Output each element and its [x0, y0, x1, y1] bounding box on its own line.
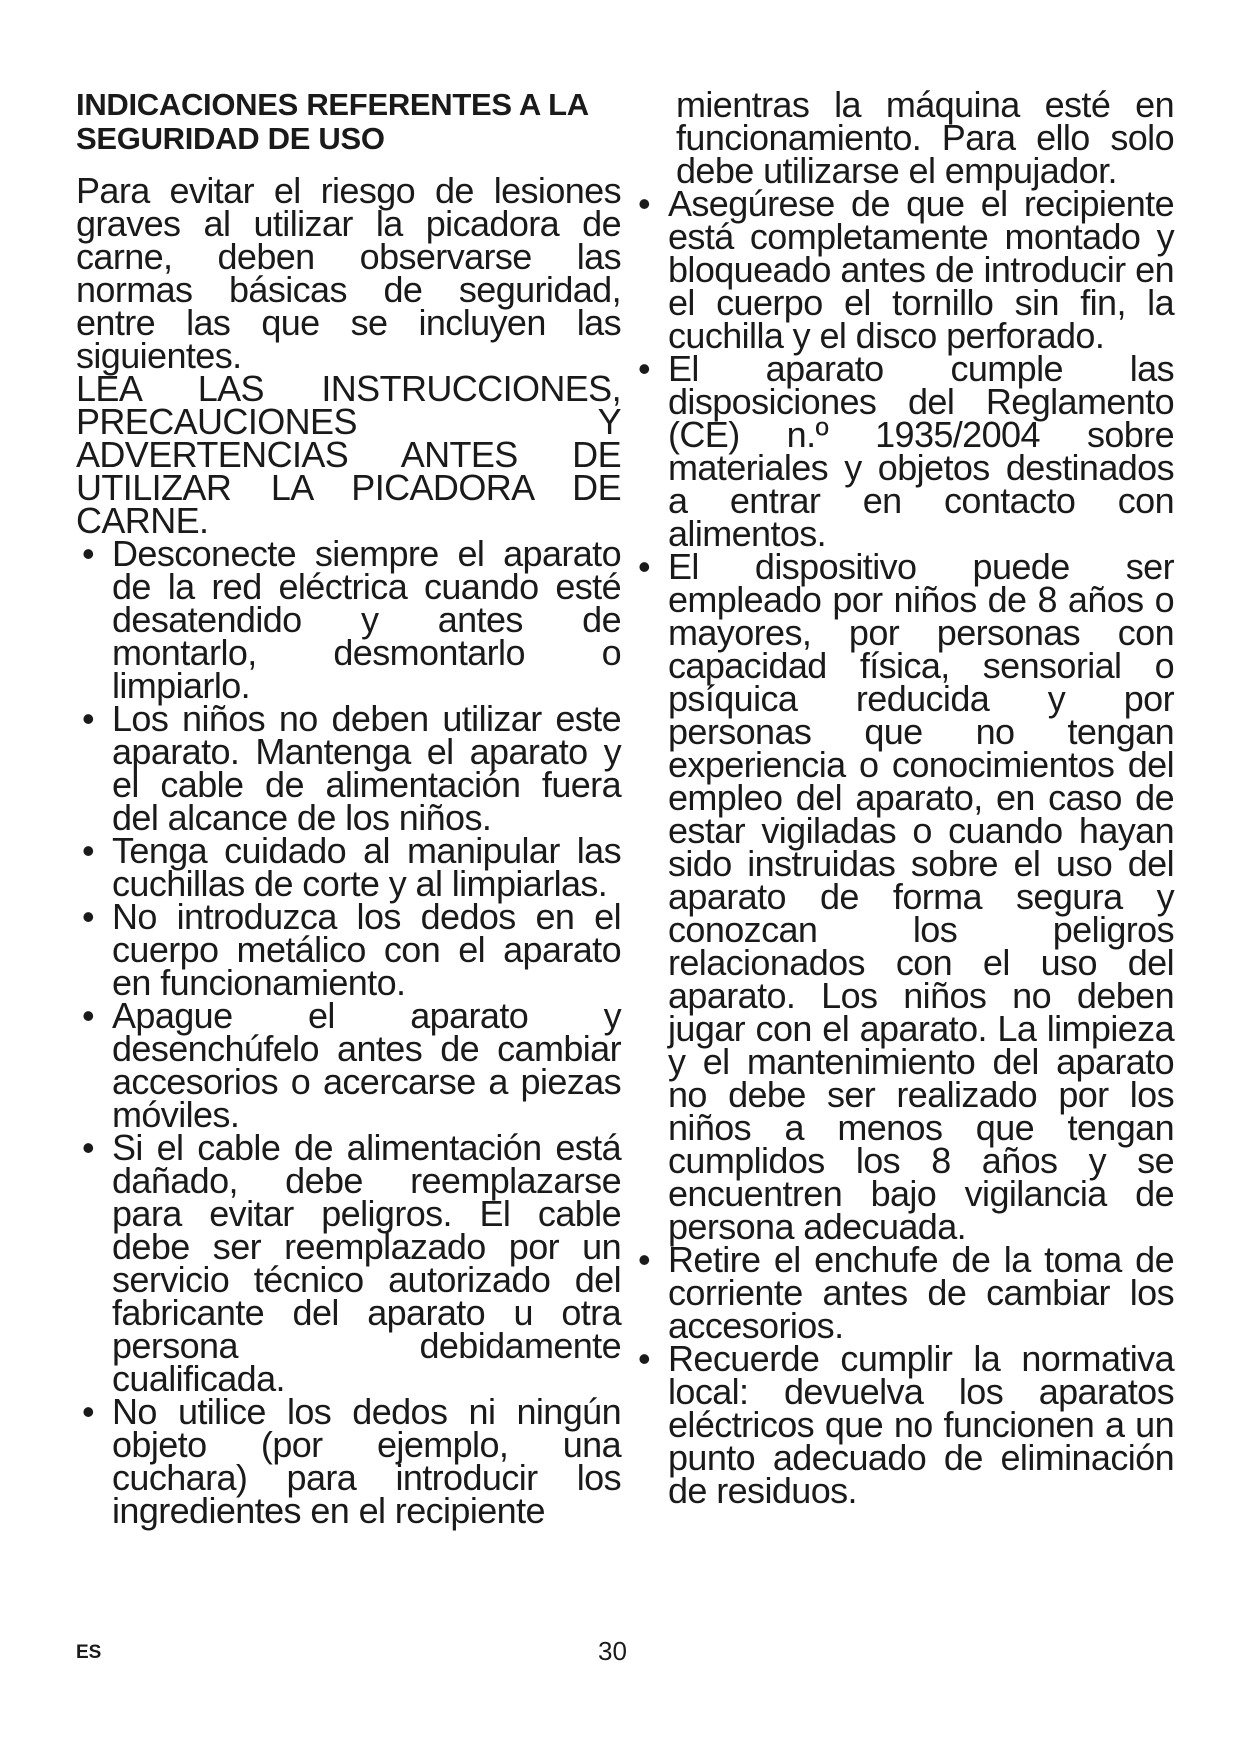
bullet-icon: •	[637, 1338, 650, 1379]
list-item	[637, 348, 1174, 554]
bullet-icon: •	[637, 546, 650, 587]
continued-paragraph: mientras la máquina esté en funcionamiento. Para ello solo debe utilizarse el empujador.	[676, 84, 1174, 191]
list-item	[76, 698, 621, 838]
list-item	[637, 1239, 1174, 1346]
bullet-icon: •	[81, 830, 94, 871]
bullet-icon: •	[81, 698, 94, 739]
section-heading: INDICACIONES REFERENTES A LA SEGURIDAD DE USO	[76, 87, 588, 156]
list-item	[76, 1391, 621, 1531]
intro-paragraph: Para evitar el riesgo de lesiones graves al utilizar la picadora de carne, deben observarse las normas básicas de seguridad, entre las que se incluyen las siguientes.	[76, 170, 621, 376]
bullet-icon: •	[81, 995, 94, 1036]
bullet-icon: •	[637, 1239, 650, 1280]
list-item	[76, 1127, 621, 1399]
left-bullet-list	[76, 533, 621, 1531]
list-item-text: Recuerde cumplir la normativa local: devuelva los aparatos eléctricos que no funcionen a un punto adecuado de eliminación de residuos.	[668, 1338, 1174, 1511]
bullet-icon: •	[81, 896, 94, 937]
bullet-icon: •	[81, 1391, 94, 1432]
left-column	[76, 87, 621, 1531]
list-item	[637, 546, 1174, 1247]
list-item-text: No introduzca los dedos en el cuerpo metálico con el aparato en funcionamiento.	[112, 896, 621, 1003]
list-item	[637, 183, 1174, 356]
right-bullet-list	[637, 183, 1174, 1511]
list-item-text: No utilice los dedos ni ningún objeto (por ejemplo, una cuchara) para introducir los ingredientes en el recipiente	[112, 1391, 621, 1531]
list-item	[76, 830, 621, 904]
bullet-icon: •	[637, 348, 650, 389]
list-item-text: Desconecte siempre el aparato de la red eléctrica cuando esté desatendido y antes de montarlo, desmontarlo o limpiarlo.	[112, 533, 621, 706]
bullet-icon: •	[81, 533, 94, 574]
bullet-icon: •	[637, 183, 650, 224]
list-item-text: Retire el enchufe de la toma de corriente antes de cambiar los accesorios.	[668, 1239, 1174, 1346]
right-column	[637, 84, 1174, 1511]
list-item	[76, 533, 621, 706]
list-item-text: Asegúrese de que el recipiente está completamente montado y bloqueado antes de introducir en el cuerpo el tornillo sin fin, la cuchilla y el disco perforado.	[668, 183, 1174, 356]
language-label: ES	[76, 1642, 102, 1663]
page-number: 30	[598, 1636, 627, 1666]
list-item-text: El dispositivo puede ser empleado por niños de 8 años o mayores, por personas con capacidad física, sensorial o psíquica reducida y por personas que no tengan experiencia o conocimientos del empleo del aparato, en caso de estar vigiladas o cuando hayan sido instruidas sobre el uso del aparato de forma segura y conozcan los peligros relacionados con el uso del aparato. Los niños no deben jugar con el aparato. La limpieza y el mantenimiento del aparato no debe ser realizado por los niños a menos que tengan cumplidos los 8 años y se encuentren bajo vigilancia de persona adecuada.	[668, 546, 1174, 1247]
list-item	[637, 1338, 1174, 1511]
list-item	[76, 896, 621, 1003]
list-item-text: Apague el aparato y desenchúfelo antes de cambiar accesorios o acercarse a piezas móviles.	[112, 995, 621, 1135]
list-item	[76, 995, 621, 1135]
list-item-text: Si el cable de alimentación está dañado, debe reemplazarse para evitar peligros. El cable debe ser reemplazado por un servicio técnico autorizado del fabricante del aparato u otra persona debidamente cualificada.	[112, 1127, 621, 1399]
list-item-text: Tenga cuidado al manipular las cuchillas de corte y al limpiarlas.	[112, 830, 621, 904]
warning-paragraph: LEA LAS INSTRUCCIONES, PRECAUCIONES Y ADVERTENCIAS ANTES DE UTILIZAR LA PICADORA DE CARNE.	[76, 368, 621, 541]
bullet-icon: •	[81, 1127, 94, 1168]
list-item-text: El aparato cumple las disposiciones del Reglamento (CE) n.º 1935/2004 sobre materiales y objetos destinados a entrar en contacto con alimentos.	[668, 348, 1174, 554]
list-item-text: Los niños no deben utilizar este aparato. Mantenga el aparato y el cable de alimentación fuera del alcance de los niños.	[112, 698, 621, 838]
